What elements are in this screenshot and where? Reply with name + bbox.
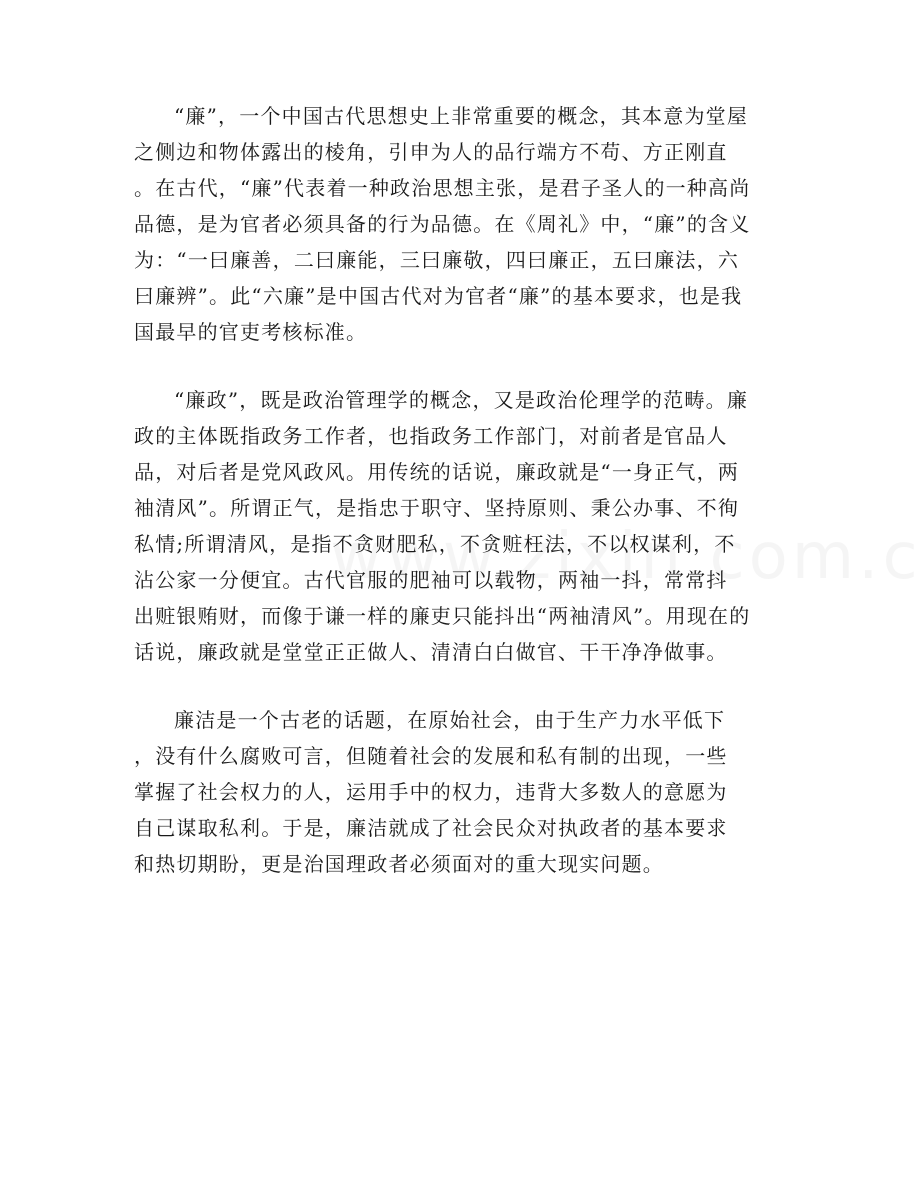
paragraph-line: 话说，廉政就是堂堂正正做人、清清白白做官、干干净净做事。 (134, 640, 728, 664)
paragraph-3 (134, 702, 786, 882)
paragraph-line: 自己谋取私利。于是，廉洁就成了社会民众对执政者的基本要求 (134, 816, 728, 840)
paragraph-line: 出赃银贿财，而像于谦一样的廉吏只能抖出“两袖清风”。用现在的 (134, 604, 751, 628)
paragraph-line: 品，对后者是党风政风。用传统的话说，廉政就是“一身正气，两 (134, 460, 740, 484)
paragraph-line: 之侧边和物体露出的棱角，引申为人的品行端方不苟、方正刚直 (134, 140, 728, 164)
paragraph-1 (134, 98, 786, 350)
paragraph-line: “廉政”，既是政治管理学的概念，又是政治伦理学的范畴。廉 (174, 388, 749, 412)
paragraph-line: 和热切期盼，更是治国理政者必须面对的重大现实问题。 (134, 852, 664, 876)
paragraph-line: 掌握了社会权力的人，运用手中的权力，违背大多数人的意愿为 (134, 780, 728, 804)
paragraph-line: 国最早的官吏考核标准。 (134, 320, 368, 344)
paragraph-line: 曰廉辨”。此“六廉”是中国古代对为官者“廉”的基本要求，也是我 (134, 284, 743, 308)
paragraph-line: 沾公家一分便宜。古代官服的肥袖可以载物，两袖一抖，常常抖 (134, 568, 728, 592)
paragraph-line: 政的主体既指政务工作者，也指政务工作部门，对前者是官品人 (134, 424, 728, 448)
paragraph-line: 私情;所谓清风，是指不贪财肥私，不贪赃枉法，不以权谋利，不 (134, 532, 736, 556)
paragraph-line: 为：“一曰廉善，二曰廉能，三曰廉敬，四曰廉正，五曰廉法，六 (134, 248, 740, 272)
paragraph-line: 袖清风”。所谓正气，是指忠于职守、坚持原则、秉公办事、不徇 (134, 496, 740, 520)
paragraph-line: 廉洁是一个古老的话题，在原始社会，由于生产力水平低下 (174, 708, 726, 732)
paragraph-line: “廉”，一个中国古代思想史上非常重要的概念，其本意为堂屋 (174, 104, 749, 128)
document-body (134, 98, 786, 882)
paragraph-line: 。在古代，“廉”代表着一种政治思想主张，是君子圣人的一种高尚 (134, 176, 751, 200)
paragraph-2 (134, 382, 786, 670)
paragraph-line: ，没有什么腐败可言，但随着社会的发展和私有制的出现，一些 (134, 744, 728, 768)
paragraph-line: 品德，是为官者必须具备的行为品德。在《周礼》中，“廉”的含义 (134, 212, 751, 236)
